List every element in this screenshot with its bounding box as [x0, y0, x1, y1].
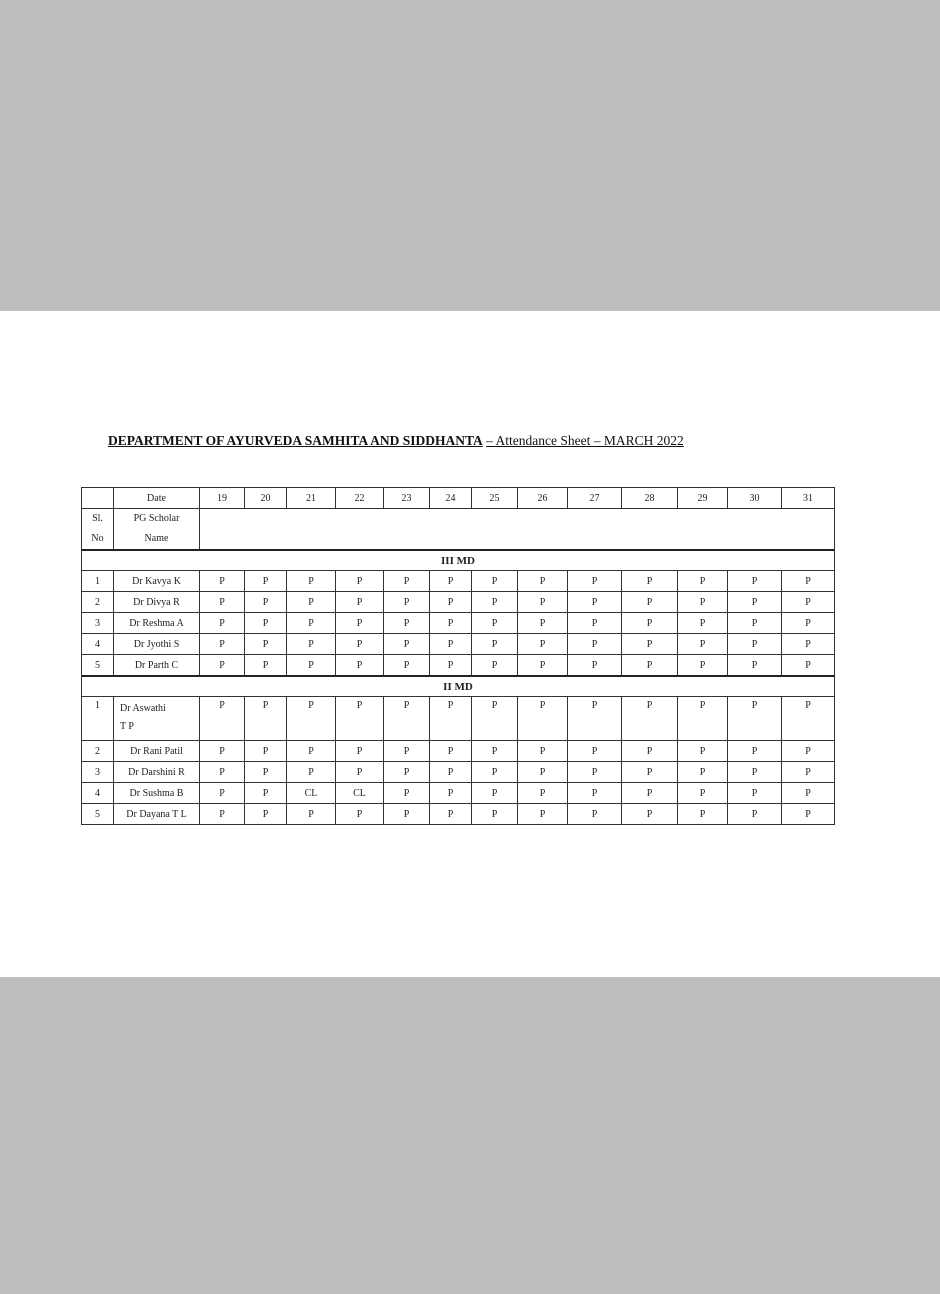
scholar-row	[82, 741, 835, 762]
section-label: II MD	[82, 676, 835, 697]
attendance-mark: P	[728, 697, 782, 741]
date-cell: 24	[430, 488, 472, 509]
date-cell: 28	[622, 488, 678, 509]
attendance-mark: P	[245, 634, 287, 655]
attendance-mark: P	[200, 804, 245, 825]
attendance-mark: P	[622, 741, 678, 762]
attendance-mark: P	[782, 783, 835, 804]
attendance-mark: P	[200, 592, 245, 613]
attendance-mark: P	[200, 655, 245, 677]
attendance-mark: P	[782, 571, 835, 592]
attendance-mark: P	[518, 804, 568, 825]
scholar-row	[82, 804, 835, 825]
attendance-mark: P	[200, 741, 245, 762]
sl-no-cell: 5	[82, 655, 114, 677]
attendance-mark: P	[568, 762, 622, 783]
attendance-mark: P	[728, 634, 782, 655]
attendance-mark: P	[384, 592, 430, 613]
attendance-mark: P	[678, 804, 728, 825]
scholar-row	[82, 613, 835, 634]
sl-no-cell: 2	[82, 592, 114, 613]
sl-no-cell: 1	[82, 697, 114, 741]
attendance-mark: P	[430, 655, 472, 677]
attendance-mark: P	[518, 741, 568, 762]
attendance-mark: P	[287, 697, 336, 741]
scholar-row	[82, 762, 835, 783]
sl-header-line2: No	[91, 533, 104, 544]
attendance-mark: P	[384, 571, 430, 592]
attendance-mark: P	[336, 613, 384, 634]
department-title: DEPARTMENT OF AYURVEDA SAMHITA AND SIDDHANTA	[108, 433, 483, 448]
attendance-mark: P	[336, 762, 384, 783]
column-header-row	[82, 509, 835, 551]
scholar-name-cell: Dr Kavya K	[114, 571, 200, 592]
scholar-name-cell: Dr Divya R	[114, 592, 200, 613]
attendance-mark: P	[568, 655, 622, 677]
attendance-mark: P	[518, 571, 568, 592]
attendance-mark: P	[728, 762, 782, 783]
attendance-mark: P	[287, 634, 336, 655]
attendance-mark: P	[622, 634, 678, 655]
date-cell: 25	[472, 488, 518, 509]
attendance-mark: P	[472, 741, 518, 762]
attendance-mark: P	[245, 571, 287, 592]
attendance-mark: P	[245, 655, 287, 677]
attendance-mark: P	[245, 783, 287, 804]
attendance-mark: P	[782, 741, 835, 762]
attendance-mark: P	[245, 697, 287, 741]
sl-no-cell: 2	[82, 741, 114, 762]
scholar-header-line1: PG Scholar	[133, 513, 180, 524]
attendance-mark: P	[728, 613, 782, 634]
attendance-mark: P	[472, 634, 518, 655]
attendance-mark: P	[430, 783, 472, 804]
attendance-mark: P	[287, 592, 336, 613]
sl-no-cell: 3	[82, 613, 114, 634]
attendance-mark: P	[287, 571, 336, 592]
attendance-table	[81, 487, 835, 825]
blank-cell	[82, 488, 114, 509]
date-cell: 19	[200, 488, 245, 509]
attendance-mark: P	[287, 613, 336, 634]
attendance-mark: P	[782, 762, 835, 783]
attendance-mark: P	[384, 697, 430, 741]
sheet-subtitle: – Attendance Sheet – MARCH 2022	[486, 433, 684, 448]
sl-no-cell: 5	[82, 804, 114, 825]
attendance-mark: P	[336, 804, 384, 825]
attendance-mark: P	[287, 762, 336, 783]
sl-no-cell: 4	[82, 634, 114, 655]
date-cell: 22	[336, 488, 384, 509]
attendance-mark: P	[472, 697, 518, 741]
attendance-mark: P	[472, 762, 518, 783]
attendance-mark: P	[430, 741, 472, 762]
attendance-mark: P	[287, 741, 336, 762]
attendance-mark: P	[518, 783, 568, 804]
section-header-row	[82, 550, 835, 571]
attendance-mark: P	[384, 655, 430, 677]
date-cell: 29	[678, 488, 728, 509]
scholar-name-cell: Dr Sushma B	[114, 783, 200, 804]
attendance-mark: P	[200, 571, 245, 592]
attendance-mark: CL	[336, 783, 384, 804]
attendance-mark: P	[245, 613, 287, 634]
attendance-mark: P	[430, 804, 472, 825]
attendance-mark: P	[782, 697, 835, 741]
attendance-mark: P	[472, 783, 518, 804]
scholar-name-line1: Dr Aswathi	[120, 703, 166, 714]
date-header-row	[82, 488, 835, 509]
attendance-mark: P	[336, 697, 384, 741]
attendance-mark: P	[568, 571, 622, 592]
date-cell: 20	[245, 488, 287, 509]
attendance-mark: P	[200, 697, 245, 741]
attendance-mark: P	[336, 634, 384, 655]
attendance-mark: P	[287, 804, 336, 825]
attendance-mark: P	[200, 762, 245, 783]
scholar-name-cell: Dr Rani Patil	[114, 741, 200, 762]
attendance-mark: P	[728, 741, 782, 762]
attendance-mark: P	[518, 762, 568, 783]
attendance-mark: P	[678, 697, 728, 741]
sl-no-cell: 3	[82, 762, 114, 783]
attendance-mark: P	[678, 762, 728, 783]
attendance-mark: P	[568, 741, 622, 762]
sl-no-cell: 1	[82, 571, 114, 592]
attendance-mark: P	[384, 762, 430, 783]
section-header-row	[82, 676, 835, 697]
date-cell: 31	[782, 488, 835, 509]
attendance-mark: P	[622, 655, 678, 677]
date-cell: 30	[728, 488, 782, 509]
attendance-mark: P	[678, 741, 728, 762]
attendance-mark: CL	[287, 783, 336, 804]
attendance-mark: P	[245, 804, 287, 825]
attendance-mark: P	[622, 762, 678, 783]
attendance-mark: P	[384, 804, 430, 825]
attendance-mark: P	[200, 634, 245, 655]
attendance-mark: P	[430, 634, 472, 655]
attendance-mark: P	[622, 571, 678, 592]
attendance-mark: P	[678, 783, 728, 804]
attendance-mark: P	[782, 592, 835, 613]
attendance-mark: P	[472, 655, 518, 677]
attendance-mark: P	[430, 592, 472, 613]
attendance-mark: P	[472, 804, 518, 825]
attendance-mark: P	[472, 571, 518, 592]
document-page	[0, 311, 940, 977]
scholar-header-line2: Name	[144, 533, 169, 544]
attendance-mark: P	[568, 613, 622, 634]
attendance-mark: P	[568, 592, 622, 613]
attendance-mark: P	[728, 655, 782, 677]
attendance-mark: P	[245, 762, 287, 783]
scholar-row	[82, 634, 835, 655]
attendance-mark: P	[782, 804, 835, 825]
attendance-mark: P	[622, 783, 678, 804]
attendance-mark: P	[622, 613, 678, 634]
attendance-mark: P	[728, 783, 782, 804]
attendance-mark: P	[568, 634, 622, 655]
sheet-title	[108, 433, 684, 449]
attendance-mark: P	[678, 592, 728, 613]
scholar-row	[82, 697, 835, 741]
attendance-mark: P	[430, 697, 472, 741]
scholar-name-line2: T P	[120, 721, 134, 732]
attendance-mark: P	[678, 571, 728, 592]
sl-header-line1: Sl.	[92, 513, 103, 524]
attendance-mark: P	[518, 697, 568, 741]
attendance-mark: P	[200, 783, 245, 804]
scholar-name-cell: Dr Reshma A	[114, 613, 200, 634]
attendance-mark: P	[518, 613, 568, 634]
sl-no-header	[82, 509, 114, 551]
empty-header-span	[200, 509, 835, 551]
attendance-mark: P	[568, 783, 622, 804]
attendance-mark: P	[622, 804, 678, 825]
attendance-body	[82, 488, 835, 825]
scholar-row	[82, 592, 835, 613]
attendance-mark: P	[245, 592, 287, 613]
attendance-mark: P	[384, 741, 430, 762]
attendance-mark: P	[336, 571, 384, 592]
attendance-mark: P	[430, 613, 472, 634]
date-cell: 21	[287, 488, 336, 509]
attendance-mark: P	[622, 592, 678, 613]
date-cell: 23	[384, 488, 430, 509]
scholar-name-cell	[114, 697, 200, 741]
scholar-name-cell: Dr Jyothi S	[114, 634, 200, 655]
attendance-mark: P	[384, 613, 430, 634]
scholar-name-cell: Dr Parth C	[114, 655, 200, 677]
attendance-mark: P	[518, 655, 568, 677]
scholar-name-cell: Dr Darshini R	[114, 762, 200, 783]
attendance-mark: P	[518, 592, 568, 613]
attendance-mark: P	[430, 571, 472, 592]
attendance-mark: P	[336, 655, 384, 677]
attendance-mark: P	[782, 634, 835, 655]
attendance-mark: P	[782, 613, 835, 634]
attendance-mark: P	[336, 592, 384, 613]
attendance-mark: P	[200, 613, 245, 634]
date-cell: 26	[518, 488, 568, 509]
attendance-mark: P	[384, 783, 430, 804]
attendance-mark: P	[568, 804, 622, 825]
attendance-mark: P	[728, 592, 782, 613]
section-label: III MD	[82, 550, 835, 571]
attendance-mark: P	[472, 613, 518, 634]
attendance-mark: P	[728, 804, 782, 825]
scholar-name-cell: Dr Dayana T L	[114, 804, 200, 825]
scholar-row	[82, 655, 835, 677]
date-cell: 27	[568, 488, 622, 509]
attendance-mark: P	[568, 697, 622, 741]
attendance-mark: P	[336, 741, 384, 762]
attendance-mark: P	[430, 762, 472, 783]
attendance-mark: P	[518, 634, 568, 655]
sl-no-cell: 4	[82, 783, 114, 804]
scholar-row	[82, 783, 835, 804]
scholar-name-header	[114, 509, 200, 551]
attendance-mark: P	[472, 592, 518, 613]
attendance-mark: P	[728, 571, 782, 592]
attendance-mark: P	[245, 741, 287, 762]
attendance-mark: P	[384, 634, 430, 655]
attendance-mark: P	[622, 697, 678, 741]
date-label: Date	[114, 488, 200, 509]
attendance-mark: P	[678, 613, 728, 634]
attendance-mark: P	[678, 655, 728, 677]
attendance-mark: P	[678, 634, 728, 655]
scholar-row	[82, 571, 835, 592]
attendance-mark: P	[782, 655, 835, 677]
attendance-mark: P	[287, 655, 336, 677]
